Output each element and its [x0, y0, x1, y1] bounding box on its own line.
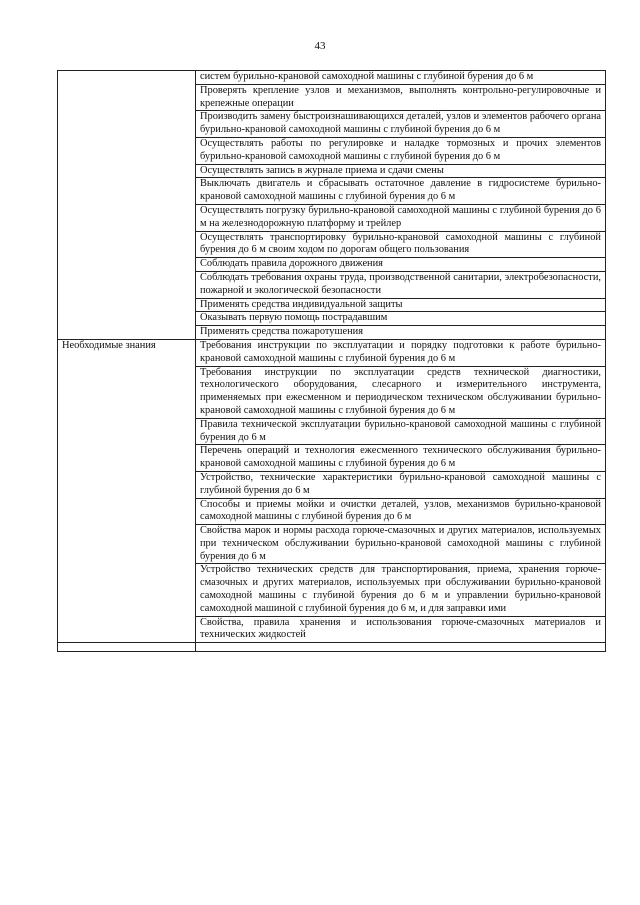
table-row [58, 339, 606, 366]
requirement-item: Свойства марок и нормы расхода горюче-смазочных и других материалов, используемых при техническом обслуживании бурильно-крановой самоходной машины с глубиной бурения до 6 м [196, 525, 606, 564]
requirements-table [57, 70, 606, 652]
requirement-item: Осуществлять транспортировку бурильно-крановой самоходной машины с глубиной бурения до 6 м своим ходом по дорогам общего пользования [196, 231, 606, 258]
section-label [58, 71, 196, 340]
requirement-item: Проверять крепление узлов и механизмов, выполнять контрольно-регулировочные и крепежные операции [196, 84, 606, 111]
requirement-item: Осуществлять запись в журнале приема и сдачи смены [196, 164, 606, 178]
requirement-item: Применять средства индивидуальной защиты [196, 298, 606, 312]
requirement-item: Производить замену быстроизнашивающихся деталей, узлов и элементов рабочего органа бурильно-крановой самоходной машины с глубиной бурения до 6 м [196, 111, 606, 138]
requirement-item: Требования инструкции по эксплуатации и порядку подготовки к работе бурильно-крановой самоходной машины с глубиной бурения до 6 м [196, 339, 606, 366]
requirement-item: Свойства, правила хранения и использования горюче-смазочных материалов и технических жидкостей [196, 616, 606, 643]
page-number: 43 [314, 40, 326, 52]
table-row-empty [58, 643, 606, 652]
empty-cell [58, 643, 196, 652]
requirement-item: Соблюдать требования охраны труда, производственной санитарии, электробезопасности, пожарной и экологической безопасности [196, 271, 606, 298]
requirement-item: Выключать двигатель и сбрасывать остаточное давление в гидросистеме бурильно-крановой самоходной машины с глубиной бурения до 6 м [196, 178, 606, 205]
requirement-item: Способы и приемы мойки и очистки деталей, узлов, механизмов бурильно-крановой самоходной машины с глубиной бурения до 6 м [196, 498, 606, 525]
table-row [58, 71, 606, 85]
section-label: Необходимые знания [58, 339, 196, 642]
requirement-item: Оказывать первую помощь пострадавшим [196, 312, 606, 326]
requirement-item: Перечень операций и технология ежесменного технического обслуживания бурильно-крановой самоходной машины с глубиной бурения до 6 м [196, 445, 606, 472]
requirement-item: Применять средства пожаротушения [196, 326, 606, 340]
requirement-item: Устройство технических средств для транспортирования, приема, хранения горюче-смазочных и других материалов, используемых при обслуживании бурильно-крановой самоходной машины с глубиной бурения до 6 м и управлении бурильно-крановой самоходной машиной с глубиной бурения до 6 м, и для заправки ими [196, 564, 606, 616]
requirement-item: систем бурильно-крановой самоходной машины с глубиной бурения до 6 м [196, 71, 606, 85]
requirement-item: Осуществлять работы по регулировке и наладке тормозных и прочих элементов бурильно-крановой самоходной машины с глубиной бурения до 6 м [196, 137, 606, 164]
requirement-item: Правила технической эксплуатации бурильно-крановой самоходной машины с глубиной бурения до 6 м [196, 418, 606, 445]
requirement-item: Соблюдать правила дорожного движения [196, 258, 606, 272]
requirement-item: Осуществлять погрузку бурильно-крановой самоходной машины с глубиной бурения до 6 м на железнодорожную платформу и трейлер [196, 204, 606, 231]
requirement-item: Требования инструкции по эксплуатации средств технической диагностики, технологического оборудования, слесарного и измерительного инструмента, применяемых при ежесменном и периодическом техническом обслуживании бурильно-крановой самоходной машины с глубиной бурения до 6 м [196, 366, 606, 418]
requirement-item: Устройство, технические характеристики бурильно-крановой самоходной машины с глубиной бурения до 6 м [196, 471, 606, 498]
empty-cell [196, 643, 606, 652]
